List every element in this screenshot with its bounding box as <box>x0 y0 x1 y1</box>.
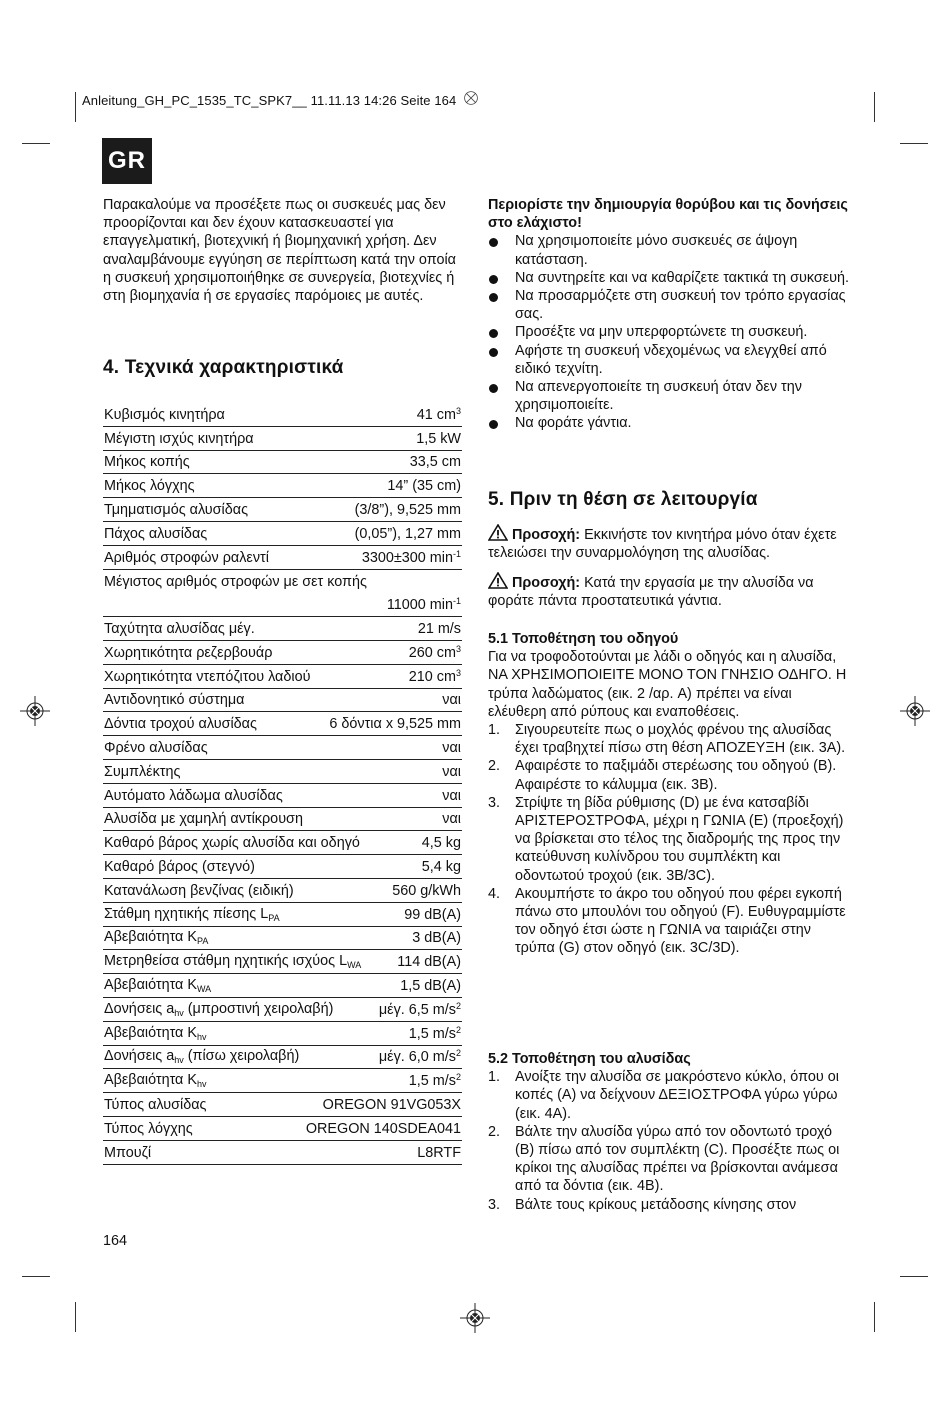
spec-key-text: Ταχύτητα αλυσίδας μέγ. <box>104 620 255 637</box>
step-number: 4. <box>488 885 501 902</box>
spec-row <box>103 451 462 475</box>
spec-value-superscript: -1 <box>452 596 461 607</box>
spec-value <box>379 1048 461 1065</box>
spec-value <box>410 454 461 470</box>
crop-mark <box>874 92 875 122</box>
spec-key-subscript: PA <box>268 912 280 923</box>
spec-row <box>103 665 462 689</box>
spec-key <box>104 1001 333 1018</box>
spec-row <box>103 570 462 594</box>
list-item <box>488 794 850 885</box>
spec-value <box>387 478 461 494</box>
spec-key <box>104 692 244 708</box>
spec-key-text: Αβεβαιότητα K <box>104 1024 197 1041</box>
section-5-heading-block <box>488 491 850 509</box>
spec-key <box>104 716 257 732</box>
spec-row <box>103 712 462 736</box>
spec-value-text: 260 cm <box>408 644 456 661</box>
spec-key <box>104 478 195 494</box>
warning-triangle-icon <box>488 524 508 541</box>
spec-table <box>103 403 462 1165</box>
spec-row <box>103 950 462 974</box>
spec-value-superscript: 2 <box>455 1024 461 1035</box>
spec-key <box>104 574 367 590</box>
step-number: 1. <box>488 1069 501 1086</box>
spec-key-text: Φρένο αλυσίδας <box>104 739 208 756</box>
spec-row <box>103 998 462 1022</box>
spec-value <box>409 1072 461 1089</box>
spec-row <box>103 689 462 713</box>
spec-key <box>104 1121 193 1137</box>
spec-key <box>104 977 211 994</box>
spec-key-subscript: hv <box>174 1055 184 1066</box>
noise-block <box>488 196 850 433</box>
spec-value-superscript: -1 <box>452 548 461 559</box>
spec-key-text: Χωρητικότητα ρεζερβουάρ <box>104 644 273 661</box>
spec-key <box>104 1145 151 1161</box>
spec-key <box>104 645 272 661</box>
crop-mark <box>900 143 928 144</box>
spec-value-text: ναι <box>442 739 461 756</box>
spec-key <box>104 1048 299 1065</box>
subsection-5-2-title: 5.2 Τοποθέτηση του αλυσίδας <box>488 1051 691 1067</box>
list-item: Προσέξτε να μην υπερφορτώνετε τη συσκευή. <box>488 323 850 341</box>
subsection-5-1-steps <box>488 721 850 958</box>
language-badge: GR <box>102 138 152 184</box>
spec-value-text: μέγ. 6,0 m/s <box>378 1049 456 1066</box>
step-text: Στρίψτε τη βίδα ρύθμισης (D) με ένα κατσαβίδι ΑΡΙΣΤΕΡΟΣΤΡΟΦΑ, μέχρι η ΓΩΝΙΑ (E) (προεξοχή) να βρίσκεται στο τέλος της διαδρομής της προς την κατεύθυνση κυλίνδρου του συμπλέκτη και οδοντωτού τροχού (εικ. 3B/3C). <box>515 794 844 884</box>
spec-row <box>103 1141 462 1165</box>
spec-row <box>103 927 462 951</box>
spec-key <box>104 764 180 780</box>
spec-value-text: (3/8”), 9,525 mm <box>354 501 461 518</box>
spec-key-text: Μπουζί <box>104 1144 152 1161</box>
warning-label: Προσοχή: <box>512 575 581 591</box>
spec-key <box>104 431 254 447</box>
step-text: Σιγουρευτείτε πως ο μοχλός φρένου της αλυσίδας έχει τραβηχτεί πίσω στη θέση ΑΠΟΖΕΥΞΗ (εικ. 3A). <box>515 722 846 757</box>
spec-value-text: OREGON 91VG053X <box>322 1096 461 1113</box>
spec-value-text: 1,5 dB(A) <box>400 977 461 994</box>
list-item <box>488 1123 850 1196</box>
spec-row <box>103 879 462 903</box>
spec-value <box>442 764 461 780</box>
spec-key-text: Αντιδονητικό σύστημα <box>104 692 245 709</box>
spec-value <box>306 1121 461 1137</box>
spec-row <box>103 1022 462 1046</box>
spec-value <box>416 431 461 447</box>
spec-row <box>103 736 462 760</box>
spec-value-superscript: 2 <box>455 1000 461 1011</box>
spec-key-text: Δονήσεις a <box>104 1000 175 1017</box>
warning-2 <box>488 572 850 610</box>
spec-value <box>417 1145 461 1161</box>
spec-row <box>103 855 462 879</box>
subsection-5-2 <box>488 1050 850 1214</box>
spec-value-text: ναι <box>442 787 461 804</box>
spec-value <box>404 907 461 923</box>
spec-key <box>104 550 269 566</box>
step-text: Βάλτε την αλυσίδα γύρω από τον οδοντωτό τροχό (B) πίσω από τον συμπλέκτη (C). Προσέξτε πως οι κρίκοι της αλυσίδας πρέπει να βρίσκονται ανάμεσα από τα δόντια (εικ. 4B). <box>515 1123 840 1195</box>
spec-value <box>418 621 461 637</box>
print-header: Anleitung_GH_PC_1535_TC_SPK7__ 11.11.13 14:26 Seite 164 <box>82 93 457 108</box>
step-text: Αφαιρέστε το παξιμάδι στερέωσης του οδηγού (B). Αφαιρέστε το κάλυμμα (εικ. 3B). <box>515 758 837 793</box>
spec-value <box>400 978 461 994</box>
spec-key-text: Αυτόματο λάδωμα αλυσίδας <box>104 787 283 804</box>
warning-1 <box>488 524 850 562</box>
step-text: Ακουμπήστε το άκρο του οδηγού που φέρει εγκοπή πάνω στο μπουλόνι του οδηγού (F). Ευθυγραμμίστε τον οδηγό έτσι ώστε η ΓΩΝΙΑ να ταιριάζει στην τρύπα (G) στον οδηγό (εικ. 3C/3D). <box>515 885 846 957</box>
spec-value-text: 1,5 kW <box>416 430 461 447</box>
spec-key <box>104 811 303 827</box>
spec-row <box>103 403 462 427</box>
spec-key-text: Μέγιστη ισχύς κινητήρα <box>104 430 254 447</box>
spec-key-text: Στάθμη ηχητικής πίεσης L <box>104 905 269 922</box>
spec-key <box>104 1025 207 1042</box>
spec-key-text: Αβεβαιότητα K <box>104 1072 197 1089</box>
spec-key <box>104 454 190 470</box>
spec-value <box>409 668 461 685</box>
spec-value-text: 41 cm <box>416 406 456 423</box>
section-4-title: 4. Τεχνικά χαρακτηριστικά <box>103 357 344 378</box>
spec-value <box>412 930 461 946</box>
spec-value <box>409 644 461 661</box>
spec-key-subscript: WA <box>196 983 212 994</box>
spec-key-text: Μήκος λόγχης <box>104 478 195 495</box>
spec-key <box>104 953 361 970</box>
crop-mark <box>75 1302 76 1332</box>
subsection-5-1-intro: Για να τροφοδοτούνται με λάδι ο οδηγός και η αλυσίδα, ΝΑ ΧΡΗΣΙΜΟΠΟΙΕΙΤΕ ΜΟΝΟ ΤΟΝ ΓΝΗΣΙΟ ΟΔΗΓΟ. Η τρύπα λαδώματος (εικ. 2 /αρ. A) πρέπει να είναι ελέυθερη από ρύπους και εναποθέσεις. <box>488 649 847 720</box>
spec-value-text: L8RTF <box>417 1144 461 1161</box>
intro-paragraph: Παρακαλούμε να προσέξετε πως οι συσκευές μας δεν προορίζονται και δεν έχουν κατασκευαστεί για επαγγελματική, βιοτεχνική ή βιομηχανική χρήση. Δεν αναλαμβάνουμε εγγύηση σε περίπτωση κατά την οποία η συσκευή χρησιμοποιήθηκε σε συνεργεία, βιοτεχνίες ή στη βιομηχανία ή σε εργασίες παρόμοιες με αυτές. <box>103 197 456 305</box>
spec-value <box>362 549 461 566</box>
spec-key-text: Καθαρό βάρος (στεγνό) <box>104 858 255 875</box>
spec-row <box>103 1046 462 1070</box>
spec-value-text: 3 dB(A) <box>412 930 461 947</box>
spec-key-text: Μετρηθείσα στάθμη ηχητικής ισχύος L <box>104 953 348 970</box>
step-number: 1. <box>488 722 501 739</box>
spec-key-text: Κατανάλωση βενζίνας (ειδική) <box>104 882 294 899</box>
list-item <box>488 721 850 757</box>
section-5-title: 5. Πριν τη θέση σε λειτουργία <box>488 489 758 510</box>
spec-key-suffix: (μπροστινή χειρολαβή) <box>183 1000 334 1017</box>
spec-key-text: Καθαρό βάρος χωρίς αλυσίδα και οδηγό <box>104 835 360 852</box>
step-text: Ανοίξτε την αλυσίδα σε μακρόστενο κύκλο, όπου οι κοπές (A) να δείχνουν ΔΕΞΙΟΣΤΡΟΦΑ γύρω γύρω (εικ. 4A). <box>515 1069 839 1122</box>
spec-row <box>103 831 462 855</box>
spec-value-superscript: 2 <box>455 1048 461 1059</box>
list-item <box>488 1068 850 1123</box>
spec-key <box>104 407 225 423</box>
spec-key-text: Τμηματισμός αλυσίδας <box>104 501 249 518</box>
registration-mark-icon <box>20 696 50 726</box>
spec-key <box>104 526 207 542</box>
spec-row <box>103 498 462 522</box>
spec-value-text: 560 g/kWh <box>392 882 461 899</box>
warning-triangle-icon <box>488 572 508 589</box>
spec-key-subscript: hv <box>174 1007 184 1018</box>
spec-value <box>329 716 461 732</box>
spec-value-text: 3300±300 min <box>361 549 453 566</box>
spec-key <box>104 859 255 875</box>
spec-value <box>442 788 461 804</box>
crop-mark <box>900 1276 928 1277</box>
spec-key <box>104 621 255 637</box>
list-item <box>488 1196 850 1214</box>
spec-row <box>103 617 462 641</box>
registration-mark-icon <box>459 86 483 110</box>
step-text: Βάλτε τους κρίκους μετάδοσης κίνησης στον <box>515 1196 797 1213</box>
spec-row <box>103 427 462 451</box>
warning-text: Κατά την εργασία με την αλυσίδα να φοράτε πάντα προστατευτικά γάντια. <box>488 575 814 610</box>
list-item <box>488 885 850 958</box>
spec-key-text: Μήκος κοπής <box>104 454 190 471</box>
spec-value-text: 14” (35 cm) <box>387 478 461 495</box>
spec-value-text: (0,05”), 1,27 mm <box>354 525 461 542</box>
spec-row <box>103 1069 462 1093</box>
spec-value-superscript: 3 <box>455 667 461 678</box>
spec-key <box>104 883 294 899</box>
spec-value-text: 99 dB(A) <box>404 906 461 923</box>
step-number: 3. <box>488 1196 501 1213</box>
spec-key <box>104 502 248 518</box>
spec-row <box>103 1093 462 1117</box>
spec-key-subscript: hv <box>196 1031 207 1042</box>
spec-key-text: Αβεβαιότητα K <box>104 929 197 946</box>
spec-value-superscript: 3 <box>455 643 461 654</box>
spec-key <box>104 1072 207 1089</box>
spec-row <box>103 903 462 927</box>
noise-bullets <box>488 232 850 432</box>
crop-mark <box>874 1302 875 1332</box>
crop-mark <box>22 143 50 144</box>
spec-value <box>422 835 461 851</box>
spec-value <box>397 954 461 970</box>
list-item: Να συντηρείτε και να καθαρίζετε τακτικά τη συκσευή. <box>488 269 850 287</box>
spec-key-text: Κυβισμός κινητήρα <box>104 406 225 423</box>
section-4-heading-block <box>103 359 463 377</box>
spec-key <box>104 740 208 756</box>
spec-row <box>103 808 462 832</box>
spec-key-subscript: PA <box>196 936 209 947</box>
noise-heading: Περιορίστε την δημιουργία θορύβου και τις δονήσεις στο ελάχιστο! <box>488 197 848 232</box>
spec-row <box>103 1117 462 1141</box>
step-number: 3. <box>488 794 501 811</box>
spec-value <box>442 692 461 708</box>
spec-value <box>392 883 461 899</box>
list-item <box>488 757 850 793</box>
list-item: Να απενεργοποιείτε τη συσκευή όταν δεν την χρησιμοποιείτε. <box>488 378 850 414</box>
spec-value-text: ναι <box>442 692 461 709</box>
spec-value <box>442 740 461 756</box>
crop-mark <box>22 1276 50 1277</box>
page-number: 164 <box>103 1233 128 1249</box>
spec-value-text: 5,4 kg <box>421 858 461 875</box>
spec-row <box>103 593 462 617</box>
spec-key-text: Δόντια τροχού αλυσίδας <box>104 716 257 733</box>
list-item: Να χρησιμοποιείτε μόνο συσκευές σε άψογη κατάσταση. <box>488 232 850 268</box>
spec-row <box>103 760 462 784</box>
spec-key <box>104 669 310 685</box>
list-item: Να προσαρμόζετε στη συσκευή τον τρόπο εργασίας σας. <box>488 287 850 323</box>
spec-row <box>103 641 462 665</box>
spec-row <box>103 784 462 808</box>
spec-row <box>103 546 462 570</box>
spec-value-text: 33,5 cm <box>409 454 461 471</box>
spec-value-text: 21 m/s <box>417 620 461 637</box>
spec-value-text: 114 dB(A) <box>397 954 461 971</box>
spec-key-subscript: WA <box>347 960 362 971</box>
list-item: Να φοράτε γάντια. <box>488 414 850 432</box>
spec-value-text: 11000 min <box>386 597 453 614</box>
spec-value <box>387 596 461 613</box>
spec-key <box>104 906 280 923</box>
spec-value-text: μέγ. 6,5 m/s <box>378 1001 456 1018</box>
spec-key-text: Αριθμός στροφών ραλεντί <box>104 549 269 566</box>
spec-row <box>103 974 462 998</box>
warning-text: Εκκινήστε τον κινητήρα μόνο όταν έχετε τελειώσει την συναρμολόγηση της αλυσίδας. <box>488 527 837 562</box>
registration-mark-icon <box>460 1303 490 1333</box>
spec-key-text: Αλυσίδα με χαμηλή αντίκρουση <box>104 811 303 828</box>
spec-key <box>104 1097 206 1113</box>
spec-value-text: 210 cm <box>408 668 456 685</box>
spec-value-text: 6 δόντια x 9,525 mm <box>329 716 461 733</box>
spec-row <box>103 522 462 546</box>
spec-value <box>409 1025 461 1042</box>
spec-key-text: Αβεβαιότητα K <box>104 976 197 993</box>
spec-key-text: Πάχος αλυσίδας <box>104 525 208 542</box>
spec-value <box>417 406 461 423</box>
spec-key-text: Τύπος αλυσίδας <box>104 1096 207 1113</box>
intro-block <box>103 196 463 305</box>
registration-mark-icon <box>900 696 930 726</box>
step-number: 2. <box>488 758 501 775</box>
spec-value <box>422 859 461 875</box>
spec-value-text: 1,5 m/s <box>408 1073 456 1090</box>
spec-value-text: 4,5 kg <box>421 835 461 852</box>
crop-mark <box>75 92 76 122</box>
spec-value <box>355 526 461 542</box>
spec-value <box>379 1001 461 1018</box>
spec-key <box>104 788 283 804</box>
spec-key-text: Χωρητικότητα ντεπόζιτου λαδιού <box>104 668 311 685</box>
spec-key-text: Δονήσεις a <box>104 1048 175 1065</box>
spec-value <box>442 811 461 827</box>
spec-key-text: Τύπος λόγχης <box>104 1120 193 1137</box>
spec-key-text: Συμπλέκτης <box>104 763 181 780</box>
spec-value-superscript: 2 <box>455 1072 461 1083</box>
spec-value-text: ναι <box>442 763 461 780</box>
spec-key-subscript: hv <box>196 1079 207 1090</box>
warning-label: Προσοχή: <box>512 527 581 543</box>
step-number: 2. <box>488 1123 501 1140</box>
spec-key <box>104 929 208 946</box>
list-item: Αφήστε τη συσκευή νδεχομένως να ελεγχθεί από ειδικό τεχνίτη. <box>488 342 850 378</box>
spec-value-text: 1,5 m/s <box>408 1025 456 1042</box>
spec-value <box>323 1097 461 1113</box>
spec-value <box>355 502 461 518</box>
spec-row <box>103 474 462 498</box>
spec-value-superscript: 3 <box>455 405 461 416</box>
spec-key-text: Μέγιστος αριθμός στροφών με σετ κοπής <box>104 574 367 591</box>
subsection-5-2-steps <box>488 1068 850 1214</box>
spec-value-text: ναι <box>442 811 461 828</box>
spec-key-suffix: (πίσω χειρολαβή) <box>183 1048 300 1065</box>
spec-value-text: OREGON 140SDEA041 <box>305 1120 461 1137</box>
subsection-5-1-title: 5.1 Τοποθέτηση του οδηγού <box>488 631 679 647</box>
subsection-5-1 <box>488 630 850 958</box>
spec-key <box>104 835 360 851</box>
